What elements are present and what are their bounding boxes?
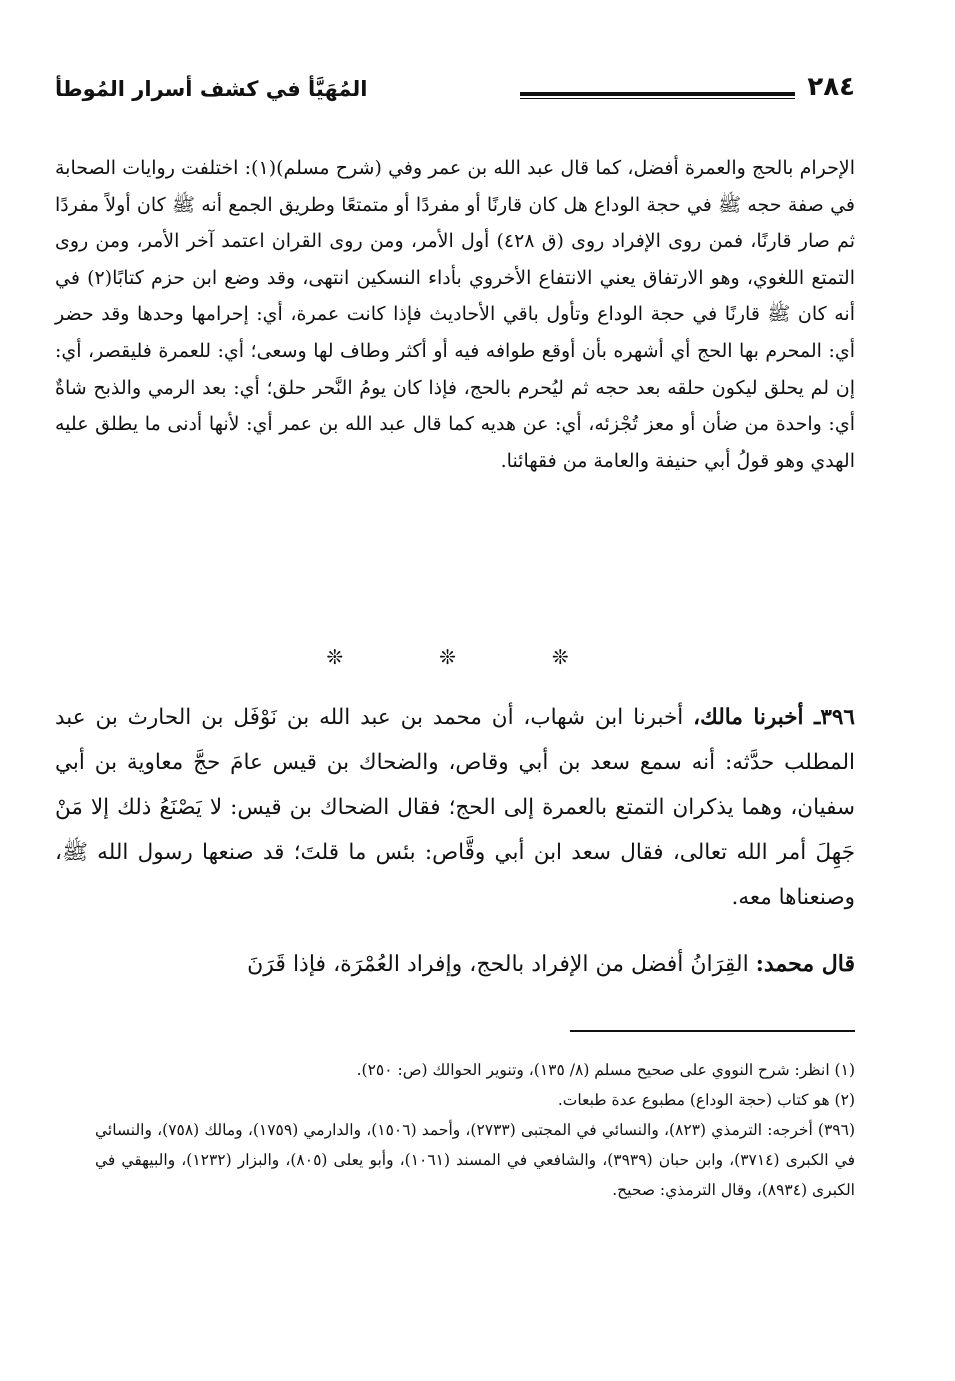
asterism-ornament: ❊: [326, 645, 404, 669]
hadith-paragraph: [55, 695, 855, 920]
asterism-ornament: ❊: [439, 645, 516, 669]
asterism-ornament: ❊: [551, 645, 629, 669]
header-rule: [520, 92, 795, 99]
footnote-rule: [570, 1030, 855, 1032]
page-header: [55, 70, 855, 120]
muhammad-comment: [55, 940, 855, 989]
hadith-block: [55, 695, 855, 920]
footnote-396: (٣٩٦) أخرجه: الترمذي (٨٢٣)، والنسائي في المجتبى (٢٧٣٣)، وأحمد (١٥٠٦)، والدارمي (١٧٥٩)، ومالك (٧٥٨)، والنسائي في الكبرى (٣٧١٤)، وابن حبان (٣٩٣٩)، والشافعي في المسند (١٠٦١)، وأبو يعلى (٨٠٥)، والبزار (١٢٣٢)، والبيهقي في الكبرى (٨٩٣٤)، وقال الترمذي: صحيح.: [95, 1121, 856, 1199]
section-separator: [0, 645, 955, 669]
hadith-number-label: ٣٩٦ـ أخبرنا مالك،: [693, 705, 855, 730]
page-number: ٢٨٤: [807, 72, 855, 102]
book-title: المُهَيَّأ في كشف أسرار المُوطأ: [55, 77, 368, 101]
footnote-1: (١) انظر: شرح النووي على صحيح مسلم (٨/ ١٣٥)، وتنوير الحوالك (ص: ٢٥٠).: [356, 1061, 855, 1079]
muhammad-label: قال محمد:: [755, 951, 855, 977]
commentary-text: الإحرام بالحج والعمرة أفضل، كما قال عبد الله بن عمر وفي (شرح مسلم)(١): اختلفت روايات الصحابة في صفة حجه ﷺ في حجة الوداع هل كان قارنًا أو مفردًا أو متمتعًا وطريق الجمع أنه ﷺ كان أولاً مفردًا ثم صار قارنًا، فمن روى الإفراد روى (ق ٤٢٨) أول الأمر، ومن روى القران اعتمد آخر الأمر، ومن روى التمتع اللغوي، وهو الارتفاق يعني الانتفاع الأخروي بأداء النسكين انتهى، وقد وضع ابن حزم كتابًا(٢) في أنه كان ﷺ قارنًا في حجة الوداع وتأول باقي الأحاديث فإذا كانت عمرة، أي: إحرامها وحدها وقد حضر أي: المحرم بها الحج أي أشهره بأن أوقع طوافه فيه أو أكثر وطاف لها وسعى؛ أي: للعمرة فليقصر، أي: إن لم يحلق ليكون حلقه بعد حجه ثم ليُحرم بالحج، فإذا كان يومُ النَّحر حلق؛ أي: بعد الرمي والذبح شاةٌ أي: واحدة من ضأن أو معز تُجْزئه، أي: عن هديه كما قال عبد الله بن عمر أي: لأنها أدنى ما يطلق عليه الهدي وهو قولُ أبي حنيفة والعامة من فقهائنا.: [55, 157, 856, 472]
footnote-2: (٢) هو كتاب (حجة الوداع) مطبوع عدة طبعات.: [557, 1091, 855, 1109]
hadith-text: أخبرنا ابن شهاب، أن محمد بن عبد الله بن نَوْفَل بن الحارث بن عبد المطلب حدَّثه: أنه سمع سعد بن أبي وقاص، والضحاك بن قيس عامَ حجَّ معاوية بن أبي سفيان، وهما يذكران التمتع بالعمرة إلى الحج؛ فقال الضحاك بن قيس: لا يَصْنَعُ ذلك إلا مَنْ جَهِلَ أمر الله تعالى، فقال سعد ابن أبي وقَّاص: بئس ما قلتَ؛ قد صنعها رسول الله ﷺ، وصنعناها معه.: [55, 705, 855, 910]
muhammad-text: القِرَانُ أفضل من الإفراد بالحج، وإفراد العُمْرَة، فإذا قَرَنَ: [247, 952, 749, 977]
commentary-block: [55, 150, 855, 479]
footnotes: [95, 1055, 855, 1205]
